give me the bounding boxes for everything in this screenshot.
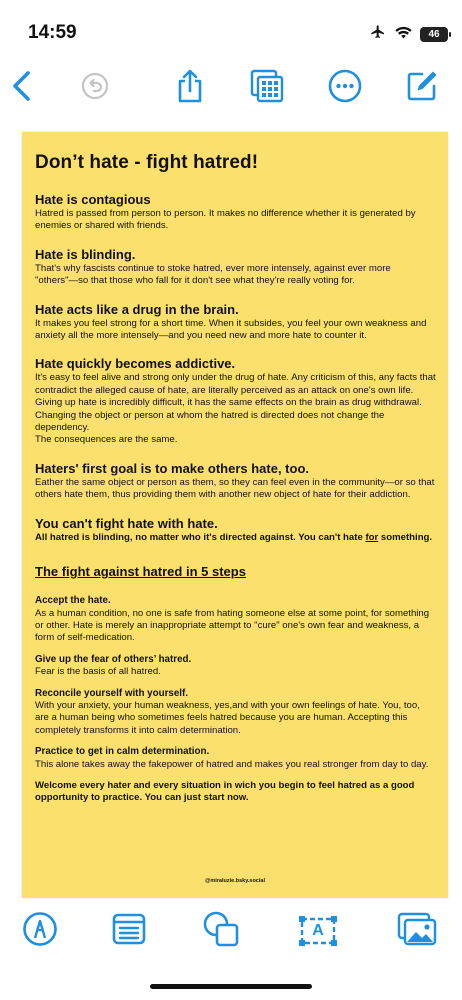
section-text: It's easy to feel alive and strong only under the drug of hate. Any criticism of this, any facts that contradict the alleged cause of hate, are literally perceived as an attack on one's own life. <box>35 372 436 396</box>
undo-button[interactable] <box>75 68 115 108</box>
step-text: As a human condition, no one is safe from hating someone else at some point, for something or other. Hate is merely an inappropriate attempt to "cure" one's own fear and weakness, a form of self-medication. <box>35 607 430 644</box>
section-heading: Hate acts like a drug in the brain. <box>35 301 239 317</box>
compose-button[interactable] <box>402 68 442 108</box>
step-item <box>35 746 436 771</box>
section-text <box>35 532 436 544</box>
photo-button[interactable] <box>396 910 438 952</box>
checklist-button[interactable] <box>108 910 150 952</box>
step-text: Fear is the basis of all hatred. <box>35 666 161 678</box>
section-heading: Hate is blinding. <box>35 246 136 262</box>
more-button[interactable] <box>325 68 365 108</box>
wifi-icon <box>395 26 412 44</box>
checklist-icon <box>111 912 147 951</box>
fight-text-underlined: for <box>365 531 379 543</box>
section-drug <box>35 302 436 343</box>
markup-button[interactable] <box>19 910 61 952</box>
status-icons <box>369 24 448 45</box>
section-heading: Hate is contagious <box>35 192 151 207</box>
battery-icon: 46 <box>420 27 448 42</box>
step-title: Reconcile yourself with yourself. <box>35 687 188 699</box>
photo-icon <box>397 912 437 951</box>
shapes-icon <box>202 910 240 953</box>
credit-handle: @miraluzie.bsky.social <box>205 878 265 884</box>
section-heading: Haters' first goal is to make others hate, too. <box>35 460 309 476</box>
section-fight <box>35 516 436 544</box>
more-icon <box>328 69 362 108</box>
fight-text-after: something. <box>378 531 433 543</box>
bottom-toolbar <box>0 902 462 962</box>
step-item <box>35 688 436 738</box>
section-blinding <box>35 247 436 288</box>
gallery-button[interactable] <box>247 68 287 108</box>
note-toolbar <box>0 62 462 118</box>
grid-icon <box>249 68 285 109</box>
section-heading: You can't fight hate with hate. <box>35 515 218 531</box>
share-button[interactable] <box>170 68 210 108</box>
section-text: The consequences are the same. <box>35 434 178 446</box>
final-text: Welcome every hater and every situation in wich you begin to feel hatred as a good opportunity to practice. You can just start now. <box>35 779 415 804</box>
section-addictive <box>35 356 436 446</box>
section-heading: Hate quickly becomes addictive. <box>35 356 236 372</box>
section-text: It makes you feel strong for a short time. When it subsides, you feel your own weakness and anxiety all the more intensely—and you need new and more hate to counter it. <box>35 317 427 342</box>
text-box-icon <box>298 915 338 947</box>
section-text: Eather the same object or person as them, so they can feel even in the community—or so that others hate them, thus providing them with another new object of hate for their addiction. <box>35 476 435 501</box>
step-item <box>35 654 436 679</box>
text-box-letter: A <box>312 922 324 939</box>
section-text: Hatred is passed from person to person. It makes no difference whether it is generated by enemies or shared with friends. <box>35 208 416 232</box>
step-title: Accept the hate. <box>35 595 111 607</box>
status-bar <box>0 0 462 60</box>
compose-icon <box>405 69 439 108</box>
home-indicator[interactable] <box>150 984 312 989</box>
note-image[interactable] <box>22 132 448 898</box>
back-button[interactable] <box>2 68 42 108</box>
chevron-left-icon <box>11 70 33 107</box>
step-title: Give up the fear of others’ hatred. <box>35 653 192 665</box>
step-text: This alone takes away the fakepower of hatred and makes you real stronger from day to day. <box>35 758 429 770</box>
text-box-button[interactable] <box>297 910 339 952</box>
airplane-icon <box>369 24 387 45</box>
step-item <box>35 595 436 645</box>
markup-pen-icon <box>22 911 58 952</box>
section-text: That's why fascists continue to stoke hatred, ever more intensely, against ever more "others"—so that those who fall for it don't see what they're really voting for. <box>35 262 391 287</box>
step-text: With your anxiety, your human weakness, yes,and with your own feelings of hate. You, too, are a human being who sometimes feels hatred because you are human. Accepting this completely transforms it into calm determination. <box>35 699 420 736</box>
section-text: Giving up hate is incredibly difficult, it has the same effects on the brain as drug withdrawal. <box>35 397 422 409</box>
note-title: Don’t hate - fight hatred! <box>35 152 259 173</box>
steps-title: The fight against hatred in 5 steps <box>35 564 246 580</box>
share-icon <box>175 68 205 109</box>
section-text: Changing the object or person at whom the hatred is directed does not change the dependency. <box>35 409 385 434</box>
section-haters-goal <box>35 461 436 502</box>
shapes-button[interactable] <box>200 910 242 952</box>
status-time: 14:59 <box>28 22 77 43</box>
fight-text-before: All hatred is blinding, no matter who it's directed against. You can't hate <box>35 531 366 543</box>
step-title: Practice to get in calm determination. <box>35 746 210 758</box>
undo-icon <box>81 72 109 105</box>
section-contagious <box>35 192 436 233</box>
